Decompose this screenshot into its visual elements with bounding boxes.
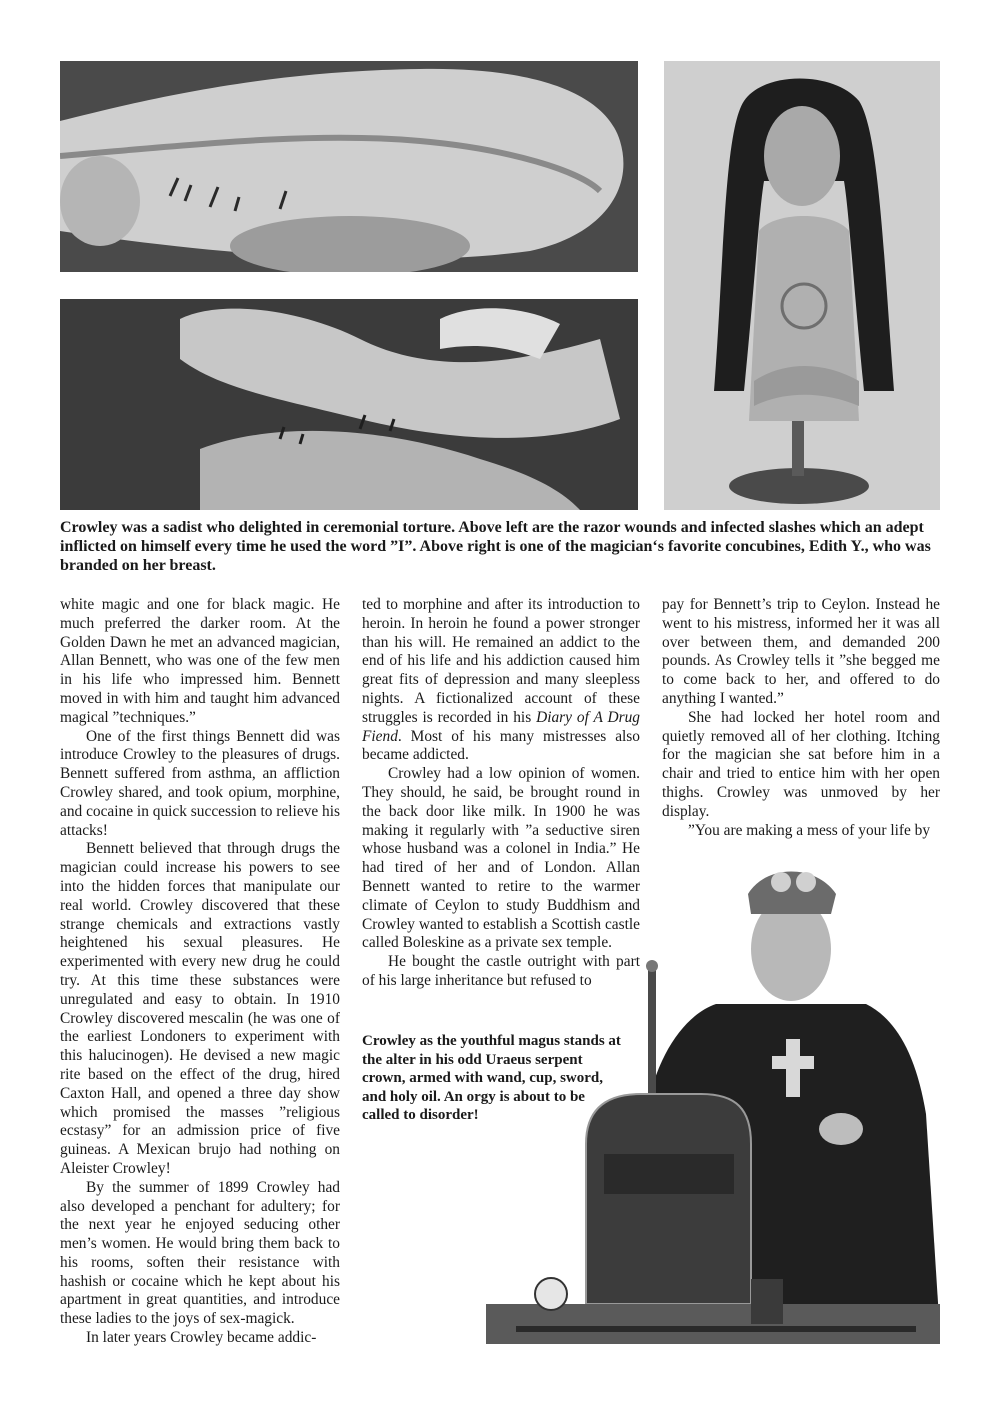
book-title: Diary of A Drug Fiend	[362, 708, 641, 745]
paragraph: He bought the castle outright with part of his large inheritance but refused to	[362, 953, 640, 989]
top-caption: Crowley was a sadist who delighted in ceremonial torture. Above left are the razor wounds and infected slashes which an adept inflicted on himself every time he used the word ”I”. Above right is one of the magician‘s favorite concubines, Edith Y., who was branded on her breast.	[60, 519, 931, 574]
paragraph-text: ted to morphine and after its introduction to heroin. In heroin he found a power stronger than his will. He remained an addict to the end of his life and his addiction caused him great fits of depression and many sleepless nights. A fictionalized account of these struggles is recorded in his	[362, 596, 640, 726]
paragraph: ”You are making a mess of your life by	[688, 821, 931, 839]
side-caption: Crowley as the youthful magus stands at the alter in his odd Uraeus serpent crown, armed with wand, cup, sword, and holy oil. An orgy is about to be called to disorder!	[362, 1033, 621, 1123]
photo-edith-y	[664, 61, 940, 510]
woman-illustration	[664, 61, 940, 510]
paragraph-text: . Most of his many mistresses also became addicted.	[362, 727, 640, 764]
text-column-1	[60, 596, 340, 1348]
text-column-3	[662, 596, 940, 840]
arm-bottom-illustration	[60, 299, 638, 510]
paragraph: In later years Crowley became addic-	[86, 1329, 317, 1347]
paragraph: Crowley had a low opinion of women. They should, he said, be brought round in the back door like milk. In 1900 he was making it regularly with ”a seductive siren whose husband was a colonel in India.” He had tired of her and of London. Allan Bennett wanted to retire to the warmer climate of Ceylon to study Buddhism and Crowley wanted to establish a Scottish castle called Boleskine as a private sex temple.	[362, 765, 640, 952]
photo-arm-slashes-bottom	[60, 299, 638, 510]
arm-top-illustration	[60, 61, 638, 272]
paragraph	[362, 596, 640, 765]
paragraph: Bennett believed that through drugs the magician could increase his powers to see into the hidden forces that manipulate our real world. Crowley discovered that these strange chemicals and extractions vastly heightened his sexual pleasures. He experimented with every new drug he could try. At this time these substances were unregulated and easy to obtain. In 1910 Crowley discovered mescalin (he was one of the earliest Londoners to experiment with this halucinogen). He devised a new magic rite based on the effect of the drug, hired Caxton Hall, and opened a three day show which promised the masses ”religious ecstasy” for an admission price of five guineas. A Mexican brujo had nothing on Aleister Crowley!	[60, 840, 340, 1177]
paragraph: pay for Bennett’s trip to Ceylon. Instead he went to his mistress, informed her it was all over between them, and demanded 200 pounds. As Crowley tells it ”she begged me to come back to her, and offered to do anything I wanted.”	[662, 596, 940, 707]
paragraph: By the summer of 1899 Crowley had also developed a penchant for adultery; for the next year he enjoyed seducing other men’s women. He would bring them back to his rooms, soften their resistance with hashish or cocaine which he kept about his apartment in great quantities, and introduce these ladies to the joys of sex-magick.	[60, 1178, 340, 1328]
photo-arm-slashes-top	[60, 61, 638, 272]
photo-crowley-magus	[486, 854, 940, 1354]
paragraph: One of the first things Bennett did was introduce Crowley to the pleasures of drugs. Bennett suffered from asthma, an affliction Crowley shared, and took opium, morphine, and cocaine in quick succession to relieve his attacks!	[60, 727, 340, 839]
paragraph: white magic and one for black magic. He much preferred the darker room. At the Golden Dawn he met an advanced magician, Allan Bennett, who was one of the few men in his life who impressed him. Bennett moved in with him and taught him advanced magical ”techniques.”	[60, 596, 340, 726]
magus-illustration	[486, 854, 940, 1354]
paragraph: She had locked her hotel room and quietly removed all of her clothing. Itching for the magician she sat before him in a chair and tried to entice him with her open thighs. Crowley was unmoved by her display.	[662, 708, 940, 820]
